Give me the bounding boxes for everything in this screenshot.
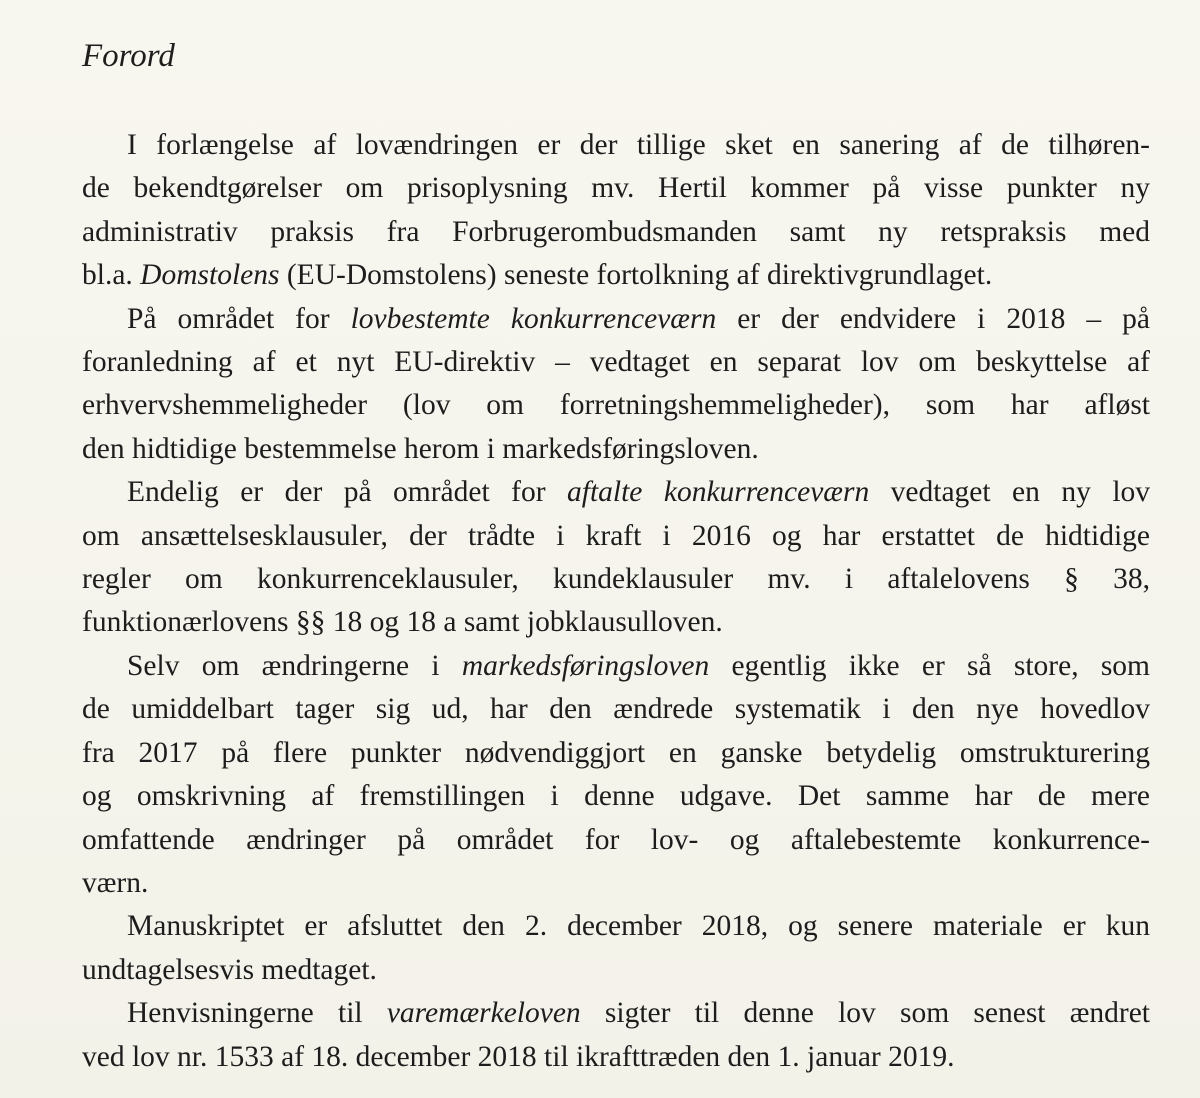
text-line	[82, 167, 1150, 210]
text-run: Selv om ændringerne i	[127, 649, 462, 682]
italic-term: markedsføringsloven	[461, 649, 710, 682]
text-run: de umiddelbart tager sig ud, har den ændrede systematik i den nye hovedlov	[82, 693, 1150, 726]
text-run: omfattende ændringer på området for lov- og aftalebestemte konkurrence-	[82, 823, 1150, 856]
text-run: sigter til denne lov som senest ændret	[580, 997, 1150, 1030]
text-run: de bekendtgørelser om prisoplysning mv. Hertil kommer på visse punkter ny	[82, 172, 1150, 205]
text-run: den hidtidige bestemmelse herom i markedsføringsloven.	[82, 432, 759, 465]
body-text	[82, 124, 1150, 1079]
text-run: Manuskriptet er afsluttet den 2. december 2018, og senere materiale er kun	[127, 910, 1150, 943]
text-line	[82, 558, 1150, 601]
text-run: ved lov nr. 1533 af 18. december 2018 til ikrafttræden den 1. januar 2019.	[82, 1040, 955, 1073]
text-run: egentlig ikke er så store, som	[709, 649, 1151, 682]
text-run: Henvisningerne til	[127, 997, 387, 1030]
text-line	[82, 298, 1150, 341]
text-line	[82, 428, 1150, 471]
text-line	[82, 992, 1150, 1035]
paragraph	[82, 905, 1150, 992]
text-run: og omskrivning af fremstillingen i denne udgave. Det samme har de mere	[82, 780, 1150, 813]
text-line	[82, 732, 1150, 775]
italic-term: aftalte konkurrenceværn	[567, 476, 870, 509]
text-line	[82, 862, 1150, 905]
text-run: værn.	[82, 866, 149, 899]
text-run: regler om konkurrenceklausuler, kundeklausuler mv. i aftalelovens § 38,	[82, 563, 1150, 596]
text-line	[82, 1036, 1150, 1079]
text-line	[82, 211, 1150, 254]
text-run: fra 2017 på flere punkter nødvendiggjort en ganske betydelig omstrukturering	[82, 736, 1150, 769]
text-line	[82, 688, 1150, 731]
text-line	[82, 124, 1150, 167]
text-run: bl.a.	[82, 259, 141, 292]
text-run: undtagelsesvis medtaget.	[82, 953, 377, 986]
paragraph	[82, 645, 1150, 905]
text-run: er der endvidere i 2018 – på	[716, 302, 1150, 335]
text-line	[82, 601, 1150, 644]
italic-term: lovbestemte konkurrenceværn	[350, 302, 717, 335]
text-run: administrativ praksis fra Forbrugerombudsmanden samt ny retspraksis med	[82, 215, 1150, 248]
text-run: I forlængelse af lovændringen er der tillige sket en sanering af de tilhøren-	[127, 129, 1150, 161]
text-run: erhvervshemmeligheder (lov om forretningshemmeligheder), som har afløst	[82, 389, 1150, 422]
paragraph	[82, 992, 1150, 1079]
text-line	[82, 819, 1150, 862]
text-run: Endelig er der på området for	[127, 476, 568, 509]
text-run: foranledning af et nyt EU-direktiv – vedtaget en separat lov om beskyttelse af	[82, 346, 1150, 379]
running-head: Forord	[82, 38, 175, 74]
text-line	[82, 254, 1150, 297]
text-line	[82, 341, 1150, 384]
italic-term: varemærkeloven	[386, 997, 581, 1030]
text-run: vedtaget en ny lov	[869, 476, 1151, 509]
text-run: om ansættelsesklausuler, der trådte i kraft i 2016 og har erstattet de hidtidige	[82, 519, 1150, 552]
text-line	[82, 471, 1150, 514]
text-run: På området for	[127, 302, 351, 335]
text-line	[82, 384, 1150, 427]
paragraph	[82, 471, 1150, 645]
text-line	[82, 905, 1150, 948]
text-run: (EU-Domstolens) seneste fortolkning af direktivgrundlaget.	[279, 259, 993, 292]
paragraph	[82, 298, 1150, 472]
text-run: funktionærlovens §§ 18 og 18 a samt jobklausulloven.	[82, 606, 723, 639]
italic-term: Domstolens	[140, 259, 280, 292]
text-line	[82, 949, 1150, 992]
text-line	[82, 775, 1150, 818]
text-line	[82, 515, 1150, 558]
text-line	[82, 645, 1150, 688]
paragraph	[82, 124, 1150, 298]
